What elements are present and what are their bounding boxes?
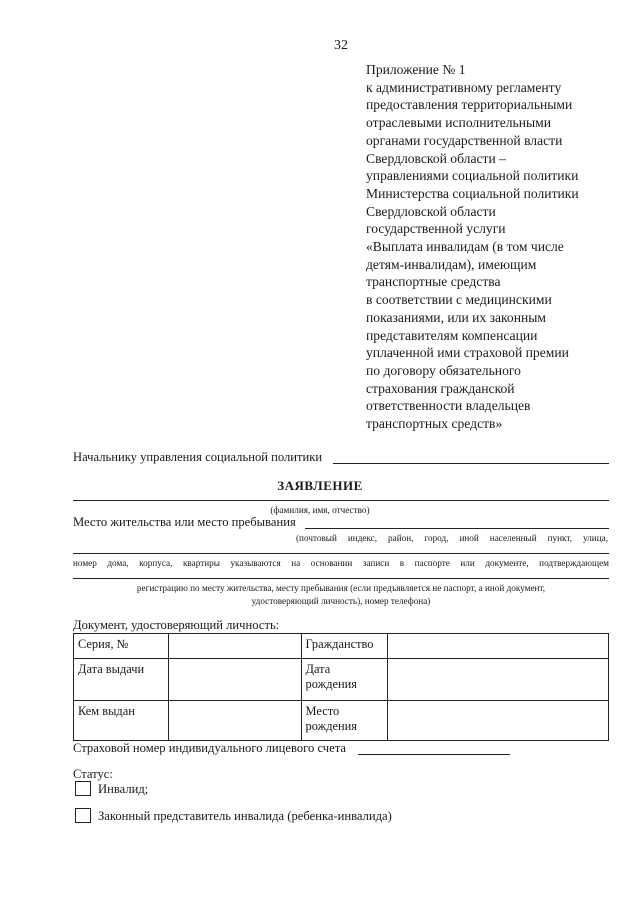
- birth-date-label-line2: рождения: [305, 677, 357, 691]
- snils-field[interactable]: [358, 754, 510, 755]
- appendix-line: Свердловской области –: [366, 150, 506, 166]
- appendix-line: детям-инвалидам), имеющим: [366, 256, 537, 272]
- issued-by-label: Кем выдан: [74, 701, 169, 741]
- appendix-line: Министерства социальной политики: [366, 185, 579, 201]
- appendix-line: по договору обязательного: [366, 362, 521, 378]
- birth-date-label: [301, 659, 387, 701]
- birth-place-label-line2: рождения: [305, 719, 357, 733]
- residence-field[interactable]: [305, 528, 609, 529]
- residence-label: Место жительства или место пребывания: [73, 515, 296, 529]
- full-name-hint: (фамилия, имя, отчество): [270, 505, 370, 515]
- document-title: ЗАЯВЛЕНИЕ: [277, 478, 363, 493]
- addressee-field[interactable]: [333, 463, 609, 464]
- status-legal-rep-checkbox[interactable]: [75, 808, 91, 823]
- appendix-line: Приложение № 1: [366, 62, 466, 77]
- appendix-line: Свердловской области: [366, 203, 496, 219]
- residence-hint-1: (почтовый индекс, район, город, иной населенный пункт, улица,: [296, 533, 608, 543]
- issue-date-field[interactable]: [168, 659, 301, 701]
- birth-place-field[interactable]: [387, 701, 608, 741]
- full-name-field[interactable]: [73, 500, 609, 501]
- residence-hint-3b: удостоверяющий личность), номер телефона): [251, 596, 431, 606]
- page-number: 32: [334, 38, 348, 53]
- birth-place-label-line1: Место: [305, 704, 340, 718]
- appendix-line: к административному регламенту: [366, 79, 562, 95]
- appendix-line: представителям компенсации: [366, 327, 538, 343]
- residence-field-3[interactable]: [73, 578, 609, 579]
- identity-doc-table: [73, 633, 609, 741]
- appendix-line: ответственности владельцев: [366, 398, 531, 414]
- appendix-line: уплаченной ими страховой премии: [366, 345, 569, 361]
- residence-hint-3a: регистрацию по месту жительства, месту пребывания (если предъявляется не паспорт, а иной документ,: [136, 583, 546, 593]
- appendix-line: в соответствии с медицинскими: [366, 292, 552, 308]
- appendix-line: показаниями, или их законным: [366, 309, 546, 325]
- series-number-label: Серия, №: [74, 634, 169, 659]
- appendix-line: предоставления территориальными: [366, 97, 573, 113]
- residence-hint-2: номер дома, корпуса, квартиры указываются на основании записи в паспорте или документе, подтверждающем: [73, 558, 609, 568]
- appendix-line: отраслевыми исполнительными: [366, 115, 552, 131]
- birth-place-label: [301, 701, 387, 741]
- birth-date-field[interactable]: [387, 659, 608, 701]
- issue-date-label: Дата выдачи: [74, 659, 169, 701]
- appendix-line: «Выплата инвалидам (в том числе: [366, 239, 564, 255]
- appendix-line: государственной услуги: [366, 221, 506, 237]
- appendix-line: транспортные средства: [366, 274, 501, 290]
- appendix-line: управлениями социальной политики: [366, 168, 579, 184]
- birth-date-label-line1: Дата: [305, 662, 331, 676]
- table-row: [74, 634, 609, 659]
- series-number-field[interactable]: [168, 634, 301, 659]
- appendix-header: [366, 61, 628, 433]
- citizenship-field[interactable]: [387, 634, 608, 659]
- addressee-label: Начальнику управления социальной политики: [73, 450, 323, 464]
- issued-by-field[interactable]: [168, 701, 301, 741]
- status-label: Статус:: [73, 767, 113, 781]
- appendix-line: страхования гражданской: [366, 380, 515, 396]
- residence-field-2[interactable]: [73, 553, 609, 554]
- appendix-line: органами государственной власти: [366, 132, 563, 148]
- table-row: [74, 701, 609, 741]
- residence-hint-3: [73, 582, 609, 608]
- status-legal-rep-label: Законный представитель инвалида (ребенка-инвалида): [98, 809, 392, 823]
- table-row: [74, 659, 609, 701]
- status-disabled-checkbox[interactable]: [75, 781, 91, 796]
- snils-label: Страховой номер индивидуального лицевого счета: [73, 741, 346, 755]
- identity-doc-label: Документ, удостоверяющий личность:: [73, 618, 280, 632]
- status-disabled-label: Инвалид;: [98, 782, 149, 796]
- citizenship-label: Гражданство: [301, 634, 387, 659]
- appendix-line: транспортных средств»: [366, 416, 503, 432]
